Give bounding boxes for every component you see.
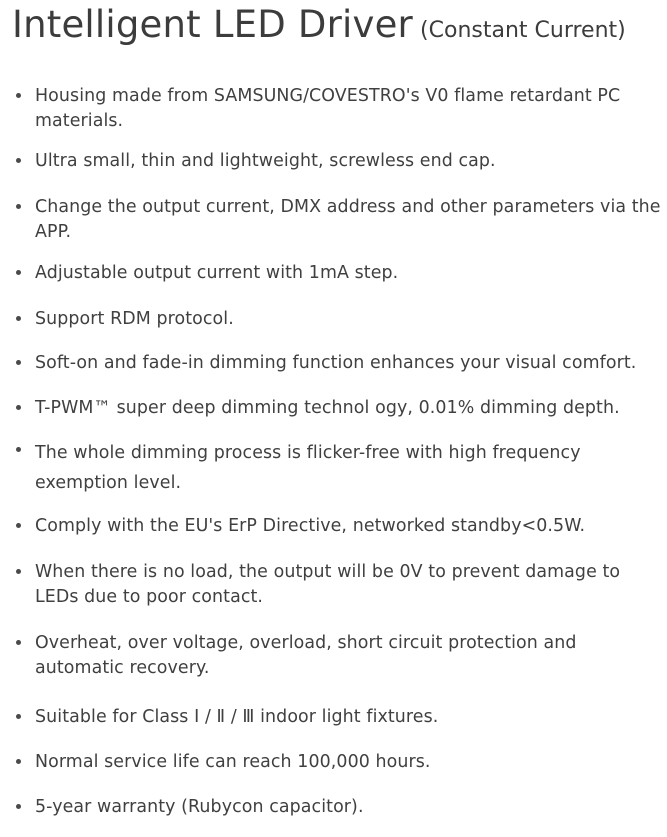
list-item-text: Suitable for Class Ⅰ / Ⅱ / Ⅲ indoor light fixtures. — [35, 707, 439, 727]
bullet-icon — [16, 405, 21, 410]
list-item-text: Change the output current, DMX address and other parameters via the APP. — [35, 197, 661, 242]
list-item-text: Normal service life can reach 100,000 hours. — [35, 752, 431, 772]
list-item — [16, 560, 661, 610]
bullet-icon — [16, 640, 21, 645]
bullet-icon — [16, 204, 21, 209]
list-item-text: When there is no load, the output will be 0V to prevent damage to LEDs due to poor contact. — [35, 562, 621, 607]
title-main: Intelligent LED Driver — [12, 3, 413, 46]
bullet-icon — [16, 523, 21, 528]
bullet-icon — [16, 270, 21, 275]
bullet-icon — [16, 158, 21, 163]
title-subtitle: (Constant Current) — [420, 18, 626, 43]
list-item-text: Soft-on and fade-in dimming function enhances your visual comfort. — [35, 353, 637, 373]
list-item — [16, 195, 661, 245]
list-item — [16, 438, 661, 498]
list-item — [16, 795, 661, 820]
list-item — [16, 750, 661, 775]
list-item — [16, 84, 661, 134]
list-item-text: Comply with the EU's ErP Directive, networked standby<0.5W. — [35, 516, 586, 536]
list-item-text: The whole dimming process is flicker-free with high frequency exemption level. — [35, 443, 581, 493]
bullet-icon — [16, 93, 21, 98]
list-item-text: Support RDM protocol. — [35, 309, 234, 329]
list-item-text: 5-year warranty (Rubycon capacitor). — [35, 797, 364, 817]
list-item-text: Overheat, over voltage, overload, short circuit protection and automatic recovery. — [35, 633, 577, 678]
list-item — [16, 514, 661, 539]
bullet-icon — [16, 759, 21, 764]
bullet-icon — [16, 447, 21, 452]
list-item — [16, 631, 661, 681]
list-item — [16, 149, 661, 174]
bullet-icon — [16, 569, 21, 574]
bullet-icon — [16, 804, 21, 809]
list-item-text: Adjustable output current with 1mA step. — [35, 263, 399, 283]
bullet-icon — [16, 360, 21, 365]
bullet-icon — [16, 316, 21, 321]
list-item — [16, 351, 661, 376]
page-title — [12, 3, 626, 46]
list-item — [16, 307, 661, 332]
list-item-text: T-PWM™ super deep dimming technol ogy, 0.01% dimming depth. — [35, 398, 620, 418]
list-item — [16, 261, 661, 286]
bullet-icon — [16, 714, 21, 719]
list-item-text: Ultra small, thin and lightweight, screwless end cap. — [35, 151, 496, 171]
list-item-text: Housing made from SAMSUNG/COVESTRO's V0 flame retardant PC materials. — [35, 86, 621, 131]
list-item — [16, 396, 661, 421]
list-item — [16, 705, 661, 730]
